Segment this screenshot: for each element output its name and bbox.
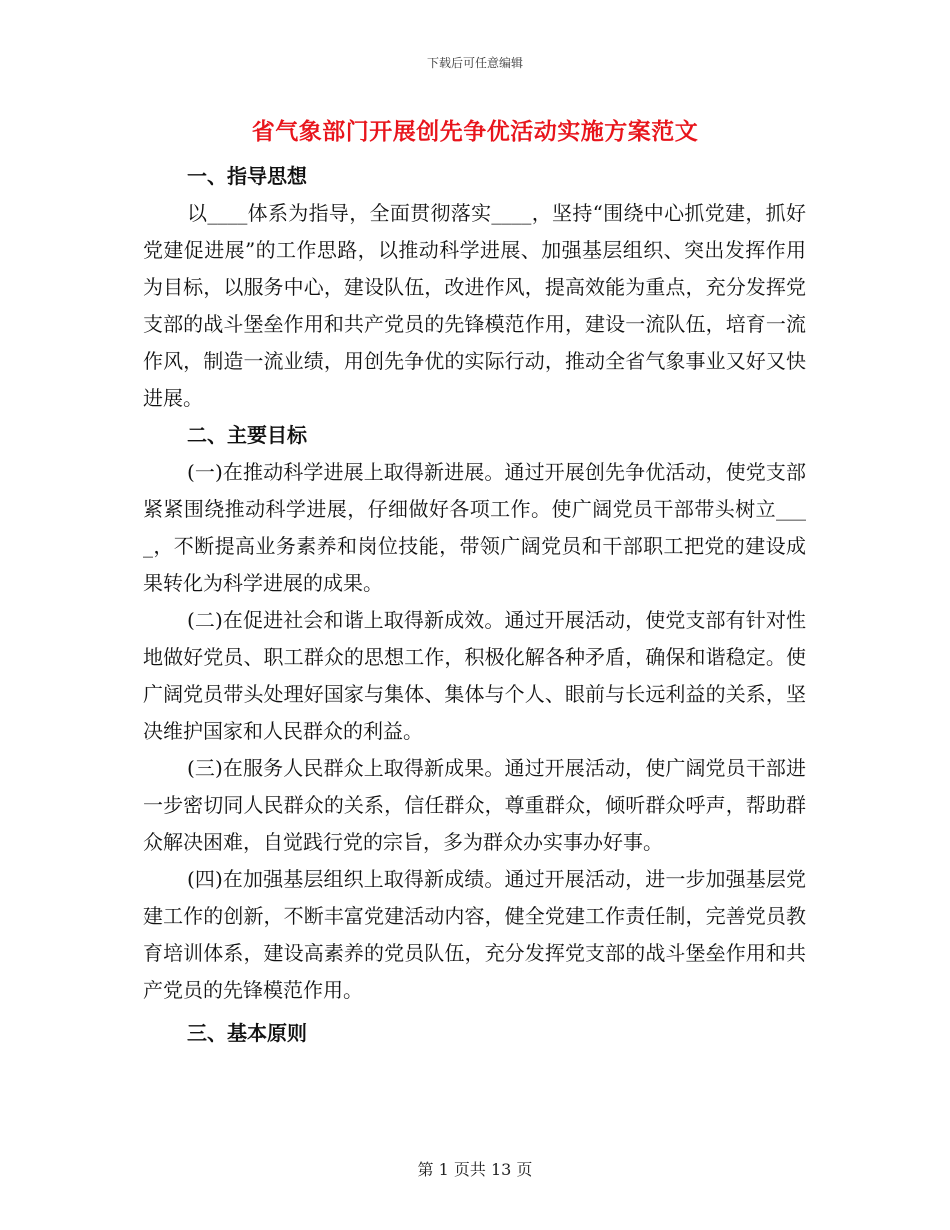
document-title: 省气象部门开展创先争优活动实施方案范文	[251, 118, 699, 145]
paragraph: (四)在加强基层组织上取得新成绩。通过开展活动，进一步加强基层党建工作的创新，不断丰富党建活动内容，健全党建工作责任制，完善党员教育培训体系，建设高素养的党员队伍，充分发挥党支部的战斗堡垒作用和共产党员的先锋模范作用。	[143, 867, 806, 1002]
paragraph: (一)在推动科学进展上取得新进展。通过开展创先争优活动，使党支部紧紧围绕推动科学进展，仔细做好各项工作。使广阔党员干部带头树立____，不断提高业务素养和岗位技能，带领广阔党员和干部职工把党的建设成果转化为科学进展的成果。	[143, 460, 806, 595]
section-heading-basic-principles: 三、基本原则	[187, 1021, 307, 1045]
paragraph: (三)在服务人民群众上取得新成果。通过开展活动，使广阔党员干部进一步密切同人民群众的关系，信任群众，尊重群众，倾听群众呼声，帮助群众解决困难，自觉践行党的宗旨，多为群众办实事办好事。	[143, 756, 806, 854]
document-body	[143, 158, 806, 1052]
section-heading-main-goals: 二、主要目标	[187, 423, 307, 447]
section-heading-guiding-ideology: 一、指导思想	[187, 164, 307, 188]
page-header-note: 下载后可任意编辑	[426, 56, 523, 70]
paragraph: 以____体系为指导，全面贯彻落实____，坚持“围绕中心抓党建，抓好党建促进展”的工作思路，以推动科学进展、加强基层组织、突出发挥作用为目标，以服务中心，建设队伍，改进作风，提高效能为重点，充分发挥党支部的战斗堡垒作用和共产党员的先锋模范作用，建设一流队伍，培育一流作风，制造一流业绩，用创先争优的实际行动，推动全省气象事业又好又快进展。	[143, 201, 806, 410]
page-number: 第 1 页共 13 页	[417, 1160, 533, 1179]
paragraph: (二)在促进社会和谐上取得新成效。通过开展活动，使党支部有针对性地做好党员、职工群众的思想工作，积极化解各种矛盾，确保和谐稳定。使广阔党员带头处理好国家与集体、集体与个人、眼前与长远利益的关系，坚决维护国家和人民群众的利益。	[143, 608, 806, 743]
